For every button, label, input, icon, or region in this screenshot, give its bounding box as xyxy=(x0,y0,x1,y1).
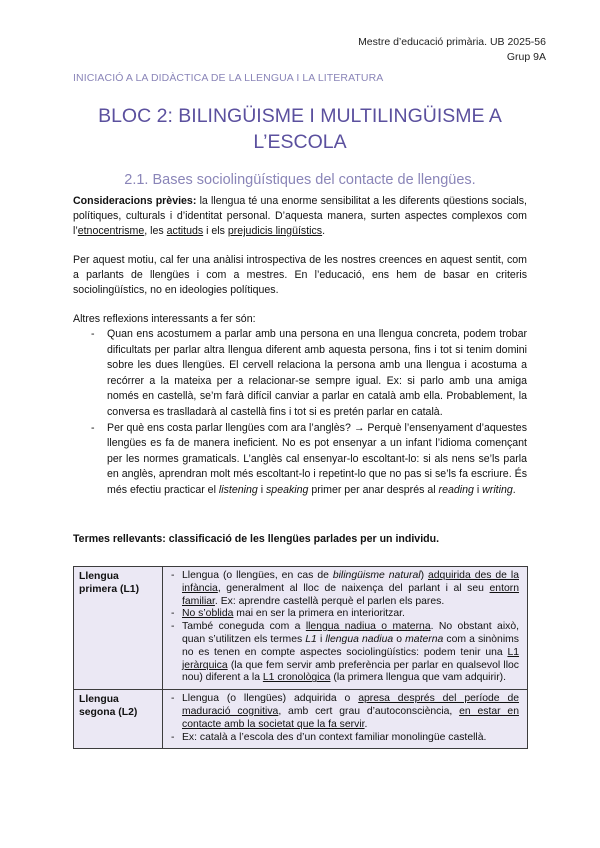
reflection-2-mid3: i xyxy=(473,483,483,496)
paragraph-2: Per aquest motiu, cal fer una anàlisi introspectiva de les nostres creences en aquest sentit, com a parlants de llengües i com a mestres. En l’educació, ens hem de basar en criteris sociolingüístics, no en ideologies polítiques. xyxy=(73,254,527,296)
l2-points xyxy=(171,693,519,744)
intro-end: . xyxy=(322,225,326,237)
l1-p1-underline: adquirida des de la infància xyxy=(182,570,520,594)
reflection-2-mid1: i xyxy=(257,483,266,496)
l1-p3-g: (la primera llengua que vam adquirir). xyxy=(330,672,507,684)
terms-heading: Termes rellevants: classificació de les llengües parlades per un individu. xyxy=(73,533,440,545)
l2-p1-c: . xyxy=(364,718,368,730)
terms-table xyxy=(73,566,528,749)
l1-p1-b: ) xyxy=(420,570,428,581)
l1-p1-d: . Ex: aprendre castellà perquè el parlen els pares. xyxy=(214,595,445,607)
writing-term: writing xyxy=(482,483,513,496)
reflection-2-mid2: primer per anar després al xyxy=(308,483,439,496)
reflections-intro: Altres reflexions interessants a fer són: xyxy=(73,313,256,325)
l2-point-1 xyxy=(171,693,519,731)
bilinguisme-natural-term: bilingüisme natural xyxy=(332,570,421,581)
l1-point-3 xyxy=(171,621,519,685)
l2-p1-b: , amb cert grau d’autoconsciència, xyxy=(278,705,460,717)
l1-p2-rest: mai en ser la primera en interioritzar. xyxy=(233,608,405,620)
l1-p1-underline-2: entorn familiar xyxy=(182,582,519,607)
l1-p2-underline: No s’oblida xyxy=(182,608,234,620)
reflection-2-end: . xyxy=(512,483,516,496)
prejudicis-term: prejudicis lingüístics xyxy=(227,225,323,237)
etnocentrisme-term: etnocentrisme xyxy=(77,225,145,237)
l1-p1-c: , generalment al lloc de naixença del parlant i al seu xyxy=(217,582,490,594)
reading-term: reading xyxy=(438,483,474,496)
l2-point-2: - Ex: català a l’escola des d’un context familiar monolingüe castellà. xyxy=(171,732,519,745)
llengua-nadiua-term: llengua nadiua xyxy=(325,633,394,645)
course-title: INICIACIÓ A LA DIDÀCTICA DE LA LLENGUA I LA LITERATURA xyxy=(73,72,384,84)
intro-sep1: , les xyxy=(144,225,167,237)
materna-term: materna xyxy=(405,633,444,645)
l1-p3-e: com a sinònims no es tenen en compte aspectes sociolingüístics: podem tenir una xyxy=(182,633,519,658)
reflection-item-2 xyxy=(91,421,527,499)
l1-p3-f: (la que fem servir amb preferència per parlar en qualsevol lloc nou) diferent a la xyxy=(182,659,519,684)
l1-p3-d: o xyxy=(393,633,406,645)
section-title: 2.1. Bases sociolingüístiques del contacte de llengües. xyxy=(124,172,476,188)
reflection-2-text: Per què ens costa parlar llengües com ara l’anglès? → Perquè l’ensenyament d’aquestes llengües es fa de manera ineficient. No es pot ensenyar a un infant l’idioma començant per les normes gramaticals. L’anglès cal ensenyar-lo escoltant-lo: si als nens se’ls parla en anglès, aprendran molt més escoltant-lo i repetint-lo que no pas si se’ls fa escriure. És més efectiu practicar el xyxy=(107,421,527,496)
program-line: Mestre d’educació primària. UB 2025-56 xyxy=(358,36,546,48)
l1-p3-b: . No obstant això, quan s’utilitzen els termes xyxy=(182,621,519,645)
l1-point-2 xyxy=(171,608,519,621)
l1-jerarquica-term: L1 jeràrquica xyxy=(182,646,519,671)
l1-points xyxy=(171,570,519,685)
l2-definition xyxy=(163,690,528,749)
l2-p1-a: Llengua (o llengües) adquirida o xyxy=(182,693,359,705)
reflection-item-1: - Quan ens acostumem a parlar amb una persona en una llengua concreta, podem trobar dificultats per parlar altra llengua diferent amb aquesta persona, fins i tot si tenim domini sobre les dues llengües. El cervell relaciona la persona amb una llengua i acostuma a recórrer a la mateixa per a relacionar-se sempre igual. Ex: si parlo amb una amiga només en castellà, se’m farà difícil canviar a parlar en català amb ella. Probablement, la conversa es traslladarà al castellà fins i tot si es pretén parlar en català. xyxy=(91,327,527,421)
page-header xyxy=(358,35,546,65)
l1-p3-c: i xyxy=(316,633,326,645)
l1-term: L1 xyxy=(305,633,317,645)
group-line: Grup 9A xyxy=(506,51,546,63)
intro-paragraph xyxy=(73,194,527,239)
speaking-term: speaking xyxy=(266,483,309,496)
table-row-l1 xyxy=(74,567,528,690)
table-row-l2 xyxy=(74,690,528,749)
actituds-term: actituds xyxy=(166,225,204,237)
intro-text: la llengua té una enorme sensibilitat a les diferents qüestions socials, polítiques, culturals i d’identitat personal. D’aquesta manera, surten aspectes complexos com l’ xyxy=(73,195,527,237)
l2-label: Llengua segona (L2) xyxy=(74,690,163,749)
l2-p1-underline-2: en estar en contacte amb la societat que la fa servir xyxy=(182,705,519,730)
intro-label: Consideracions prèvies: xyxy=(73,195,197,207)
l1-cronologica-term: L1 cronològica xyxy=(262,672,331,684)
l1-definition xyxy=(163,567,528,690)
l2-p1-underline: apresa després del període de maduració cognitiva xyxy=(182,693,519,717)
bloc-title xyxy=(40,103,560,155)
listening-term: listening xyxy=(218,483,258,496)
l1-label: Llengua primera (L1) xyxy=(74,567,163,690)
l1-p3-a: També coneguda com a xyxy=(182,621,306,633)
reflections-list xyxy=(91,327,527,499)
intro-sep2: i els xyxy=(203,225,228,237)
bloc-title-line1: BLOC 2: BILINGÜISME I MULTILINGÜISME A xyxy=(98,105,502,127)
l1-point-1 xyxy=(171,570,519,608)
l1-p1-a: Llengua (o llengües, en cas de xyxy=(182,570,333,581)
l1-p3-underline: llengua nadiua o materna xyxy=(305,621,431,633)
bloc-title-line2: L’ESCOLA xyxy=(253,131,347,153)
